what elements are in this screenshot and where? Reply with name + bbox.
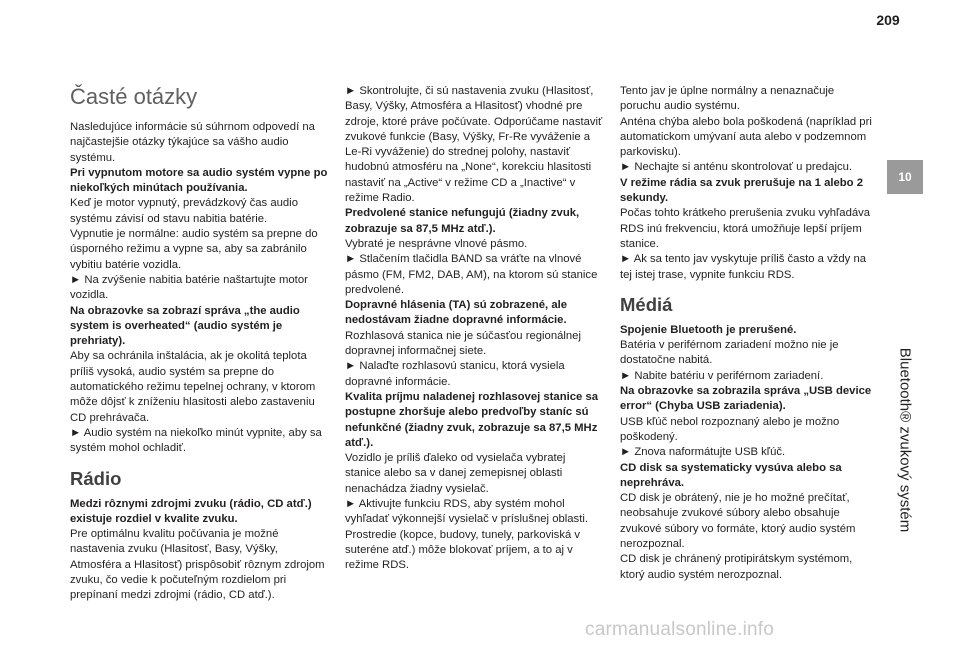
question-text: Dopravné hlásenia (TA) sú zobrazené, ale nedostávam žiadne dopravné informácie.	[345, 299, 568, 327]
watermark: carmanualsonline.info	[585, 619, 775, 640]
body-text: Vybraté je nesprávne vlnové pásmo.	[345, 237, 528, 250]
question-text: Na obrazovke sa zobrazí správa „the audio system is overheated“ (audio systém je prehriaty).	[70, 304, 300, 348]
chapter-title: Bluetooth® zvukový systém	[896, 347, 914, 533]
column-3	[620, 84, 878, 583]
body-text: Batéria v periférnom zariadení možno nie je dostatočne nabitá.	[620, 339, 839, 367]
body-text: ► Na zvýšenie nabitia batérie naštartujte motor vozidla.	[70, 273, 308, 302]
body-text: CD disk je obrátený, nie je ho možné prečítať, neobsahuje zvukové súbory alebo obsahuje zvukové súbory vo formáte, ktorý audio systém nerozpoznal.	[620, 492, 856, 551]
body-text: Nasledujúce informácie sú súhrnom odpovedí na najčastejšie otázky týkajúce sa vášho audio systému.	[70, 121, 315, 164]
section-heading-faq: Časté otázky	[70, 84, 198, 109]
body-text: Vypnutie je normálne: audio systém sa prepne do úsporného režimu a vypne sa, aby sa zabránilo vybitiu batérie vozidla.	[70, 228, 318, 271]
question-text: Kvalita príjmu naladenej rozhlasovej stanice sa postupne zhoršuje alebo predvoľby staníc sú nefunkčné (žiadny zvuk, zobrazuje sa 87,5 MHz atď.).	[345, 390, 599, 449]
question-text: V režime rádia sa zvuk prerušuje na 1 alebo 2 sekundy.	[620, 176, 863, 205]
question-text: Pri vypnutom motore sa audio systém vypne po niekoľkých minútach používania.	[70, 166, 328, 195]
section-heading-media: Médiá	[620, 293, 673, 315]
body-text: ► Nalaďte rozhlasovú stanicu, ktorá vysiela dopravné informácie.	[345, 360, 565, 388]
body-text: ► Znova naformátujte USB kľúč.	[620, 446, 786, 459]
col1-paragraphs	[70, 120, 328, 457]
body-text: Keď je motor vypnutý, prevádzkový čas audio systému závisí od stavu nabitia batérie.	[70, 197, 298, 225]
body-text: Aby sa ochránila inštalácia, ak je okolitá teplota príliš vysoká, audio systém sa prepne do automatického režimu tepelnej ochrany, v ktorom môže dôjsť k zníženiu hlasitosti alebo zastaveniu CD prehrávača.	[70, 350, 316, 424]
col3-paragraphs	[620, 84, 878, 283]
body-text: Rozhlasová stanica nie je súčasťou regionálnej dopravnej informačnej siete.	[345, 329, 581, 358]
body-text: ► Audio systém na niekoľko minút vypnite, aby sa systém mohol ochladiť.	[70, 426, 322, 455]
body-text: ► Stlačením tlačidla BAND sa vráťte na vlnové pásmo (FM, FM2, DAB, AM), na ktorom sú stanice predvolené.	[345, 253, 598, 296]
body-text: Vozidlo je príliš ďaleko od vysielača vybratej stanice alebo sa v danej zemepisnej oblasti nenachádza žiadny vysielač.	[345, 452, 566, 495]
body-text: USB kľúč nebol rozpoznaný alebo je možno poškodený.	[620, 415, 840, 443]
question-text: Medzi rôznymi zdrojmi zvuku (rádio, CD atď.) existuje rozdiel v kvalite zvuku.	[70, 497, 312, 525]
section-heading-radio: Rádio	[70, 467, 122, 489]
question-text: Spojenie Bluetooth je prerušené.	[620, 323, 797, 336]
question-text: Predvolené stanice nefungujú (žiadny zvuk, zobrazuje sa 87,5 MHz atď.).	[345, 207, 580, 235]
body-text: ► Ak sa tento jav vyskytuje príliš často a vždy na tej istej trase, vypnite funkciu RDS.	[620, 253, 867, 281]
body-text: ► Skontrolujte, či sú nastavenia zvuku (Hlasitosť, Basy, Výšky, Atmosféra a Hlasitosť) vhodné pre zdroje, ktoré práve počúvate. Odporúčame nastaviť zvukové funkcie (Basy, Výšky, Fr-Re vyváženie a Le-Ri vyváženie) do strednej polohy, nastaviť hudobnú atmosféru na „None“, korekciu hlasitosti nastaviť na „Active“ v režime CD a „Inactive“ v režime Radio.	[345, 85, 603, 205]
col2-paragraphs	[345, 84, 603, 574]
chapter-tab: 10	[887, 160, 923, 194]
column-2	[345, 84, 603, 574]
col3-paragraphs-media	[620, 323, 878, 583]
body-text: ► Nechajte si anténu skontrolovať u predajcu.	[620, 161, 853, 174]
body-text: Počas tohto krátkeho prerušenia zvuku vyhľadáva RDS inú frekvenciu, ktorá umožňuje lepší príjem stanice.	[620, 207, 871, 250]
question-text: CD disk sa systematicky vysúva alebo sa neprehráva.	[620, 461, 842, 489]
body-text: ► Nabite batériu v periférnom zariadení.	[620, 369, 824, 382]
column-1	[70, 80, 328, 604]
body-text: CD disk je chránený protipirátskym systémom, ktorý audio systém nerozpoznal.	[620, 553, 853, 581]
question-text: Na obrazovke sa zobrazila správa „USB device error“ (Chyba USB zariadenia).	[620, 385, 872, 413]
col1-paragraphs-radio	[70, 497, 328, 604]
body-text: Pre optimálnu kvalitu počúvania je možné nastavenia zvuku (Hlasitosť, Basy, Výšky, Atmosféra a Hlasitosť) prispôsobiť rôznym zdrojom zvuku, čo vedie k počuteľným rozdielom pri prepínaní medzi zdrojmi (rádio, CD atď.).	[70, 528, 325, 602]
body-text: ► Aktivujte funkciu RDS, aby systém mohol vyhľadať výkonnejší vysielač v príslušnej oblasti. Prostredie (kopce, budovy, tunely, parkoviská v suteréne atď.) môže blokovať príjem, a to aj v režime RDS.	[345, 498, 588, 572]
body-text: Tento jav je úplne normálny a nenaznačuje poruchu audio systému.	[620, 85, 835, 113]
body-text: Anténa chýba alebo bola poškodená (napríklad pri automatickom umývaní auta alebo v podzemnom parkovisku).	[620, 115, 872, 159]
page-number: 209	[876, 12, 900, 28]
